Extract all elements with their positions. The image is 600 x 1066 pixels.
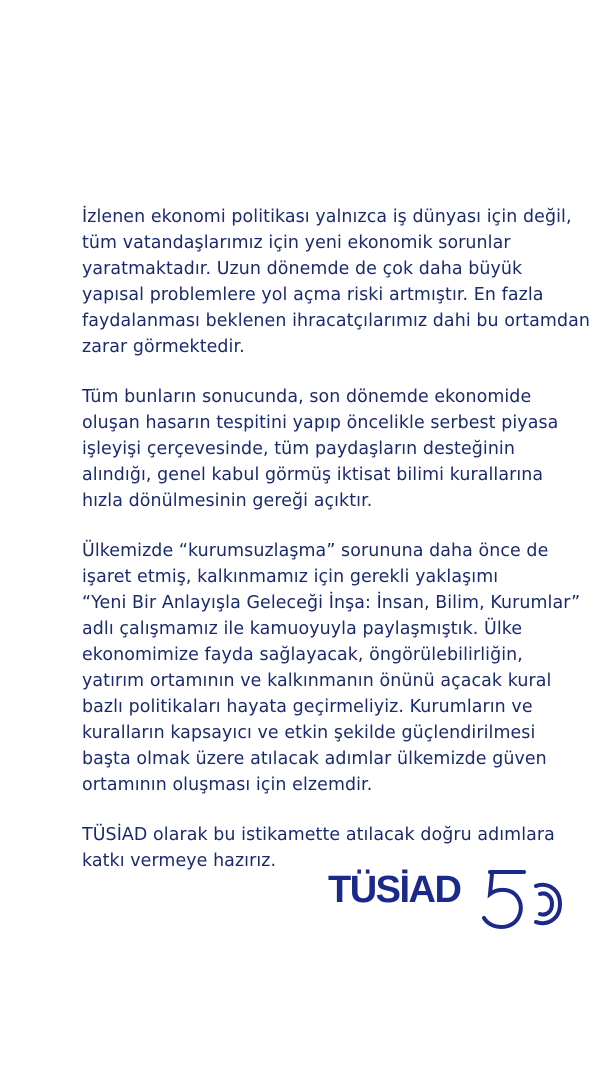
text-line: hızla dönülmesinin gereği açıktır. (82, 491, 373, 511)
text-line: İzlenen ekonomi politikası yalnızca iş dünyası için değil, (82, 207, 572, 227)
text-line: ortamının oluşması için elzemdir. (82, 775, 373, 795)
logo-wordmark: TÜSİAD (328, 869, 461, 911)
text-line: oluşan hasarın tespitini yapıp öncelikle serbest piyasa (82, 413, 559, 433)
text-line: kuralların kapsayıcı ve etkin şekilde güçlendirilmesi (82, 723, 536, 743)
text-line: zarar görmektedir. (82, 337, 245, 357)
paragraph-1 (82, 204, 590, 360)
text-line: “Yeni Bir Anlayışla Geleceği İnşa: İnsan, Bilim, Kurumlar” (82, 593, 581, 613)
text-line: katkı vermeye hazırız. (82, 851, 277, 871)
text-line: faydalanması beklenen ihracatçılarımız dahi bu ortamdan (82, 311, 590, 331)
text-line: TÜSİAD olarak bu istikamette atılacak doğru adımlara (82, 825, 555, 845)
text-line: alındığı, genel kabul görmüş iktisat bilimi kurallarına (82, 465, 544, 485)
tusiad-50-logo (328, 864, 568, 934)
paragraph-2 (82, 384, 582, 514)
statement-body (82, 204, 590, 898)
text-line: yaratmaktadır. Uzun dönemde de çok daha büyük (82, 259, 523, 279)
text-line: başta olmak üzere atılacak adımlar ülkemizde güven (82, 749, 547, 769)
paragraph-3 (82, 538, 582, 798)
text-line: işaret etmiş, kalkınmamız için gerekli yaklaşımı (82, 567, 499, 587)
text-line: Ülkemizde “kurumsuzlaşma” sorununa daha önce de (82, 541, 549, 561)
text-line: bazlı politikaları hayata geçirmeliyiz. Kurumların ve (82, 697, 533, 717)
text-line: tüm vatandaşlarımız için yeni ekonomik sorunlar (82, 233, 511, 253)
text-line: işleyişi çerçevesinde, tüm paydaşların desteğinin (82, 439, 515, 459)
text-line: ekonomimize fayda sağlayacak, öngörülebilirliğin, (82, 645, 523, 665)
text-line: adlı çalışmamız ile kamuoyuyla paylaşmıştık. Ülke (82, 619, 523, 639)
fifty-anniversary-icon (478, 864, 568, 934)
text-line: yatırım ortamının ve kalkınmanın önünü açacak kural (82, 671, 552, 691)
text-line: yapısal problemlere yol açma riski artmıştır. En fazla (82, 285, 544, 305)
text-line: Tüm bunların sonucunda, son dönemde ekonomide (82, 387, 532, 407)
